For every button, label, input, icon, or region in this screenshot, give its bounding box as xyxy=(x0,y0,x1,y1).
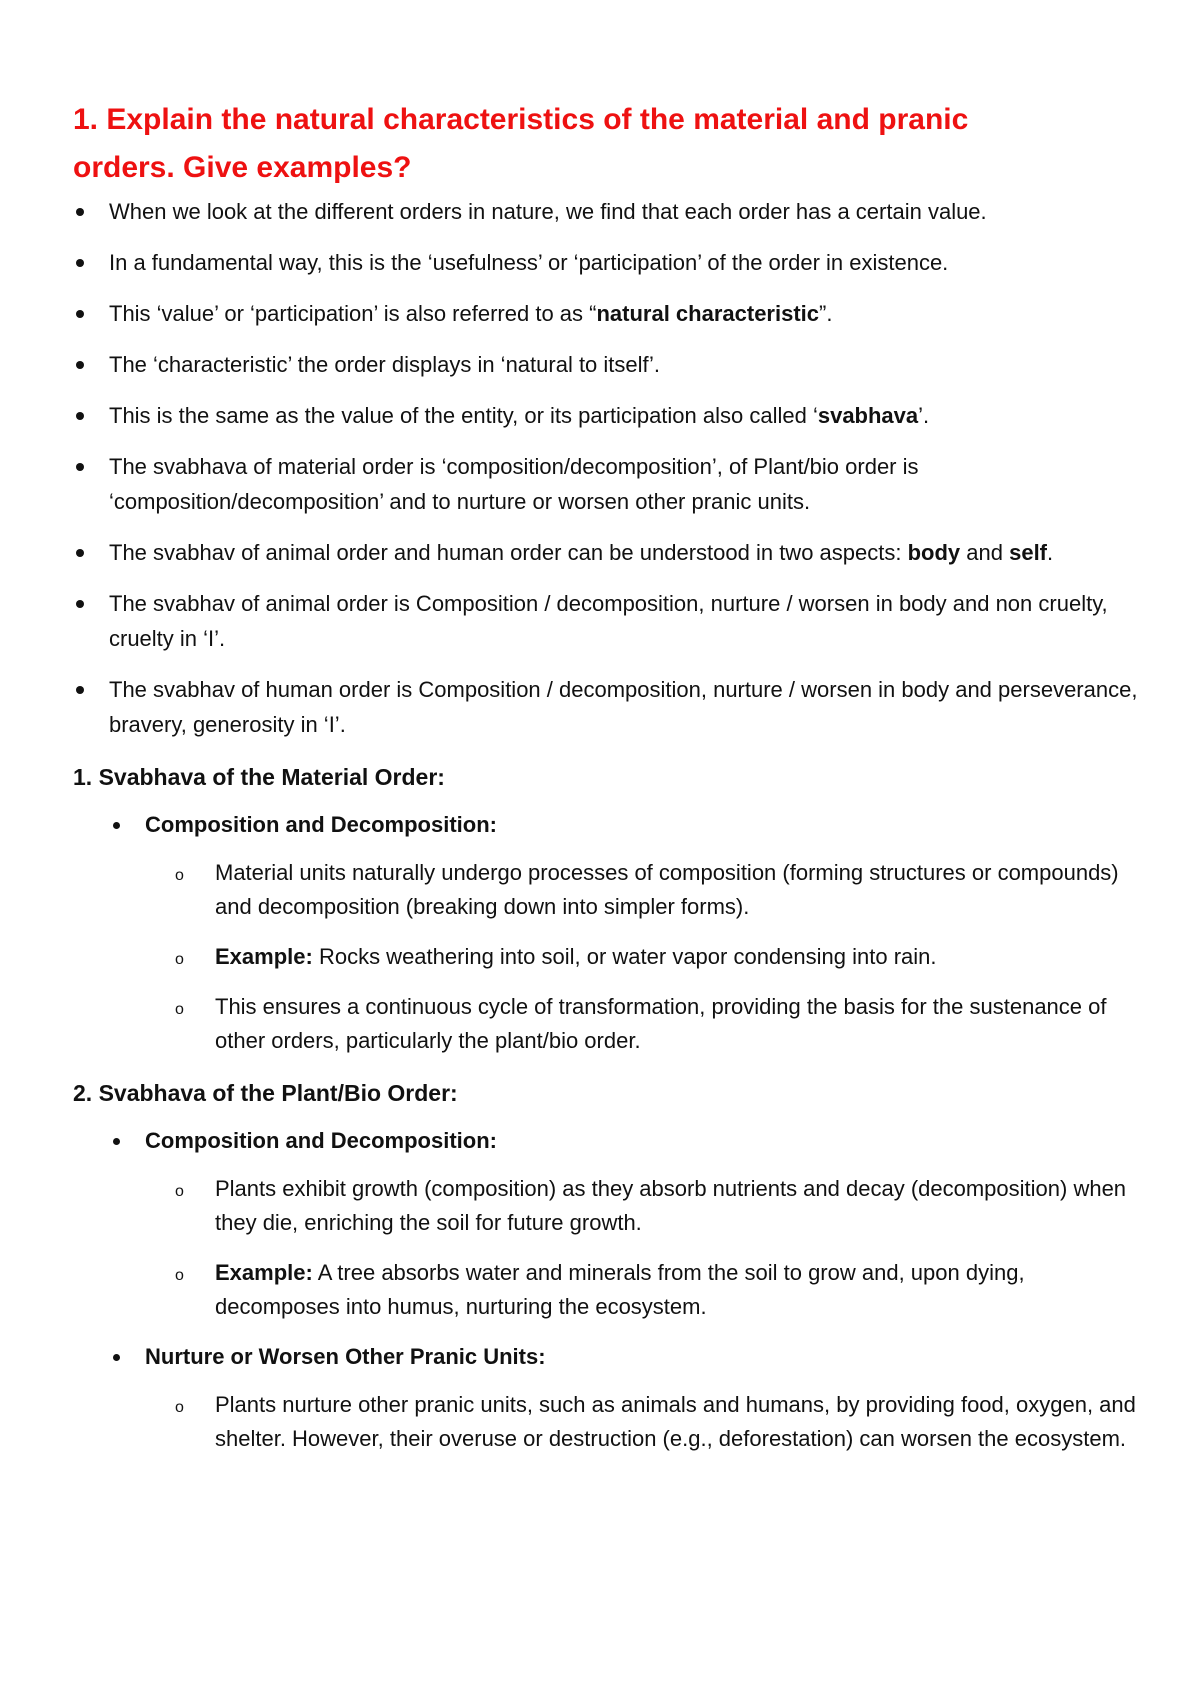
detail-item xyxy=(143,940,1138,974)
section-plant-bio-order xyxy=(73,1076,1138,1456)
detail-text: A tree absorbs water and minerals from the soil to grow and, upon dying, decomposes into humus, nurturing the ecosystem. xyxy=(215,1260,1025,1319)
circle-bullet-icon: o xyxy=(175,1001,184,1018)
bullet-icon xyxy=(113,1138,120,1145)
detail-list xyxy=(145,1388,1138,1456)
bold-term: body xyxy=(907,540,961,565)
bullet-text: The svabhav of human order is Composition / decomposition, nurture / worsen in body and perseverance, bravery, generosity in ‘I’. xyxy=(109,677,1138,737)
bullet-text: ”. xyxy=(819,301,833,326)
sub-item-title: Composition and Decomposition: xyxy=(145,1128,497,1153)
bullet-icon xyxy=(113,822,120,829)
section-heading: 2. Svabhava of the Plant/Bio Order: xyxy=(73,1080,458,1106)
sub-item-title: Nurture or Worsen Other Pranic Units: xyxy=(145,1344,546,1369)
intro-bullet-list xyxy=(73,194,1138,742)
bullet-text: The svabhav of animal order is Composition / decomposition, nurture / worsen in body and non cruelty, cruelty in ‘I’. xyxy=(109,591,1108,651)
sub-item xyxy=(73,1340,1138,1456)
section-heading: 1. Svabhava of the Material Order: xyxy=(73,764,445,790)
bullet-icon xyxy=(76,600,84,608)
sub-item-title: Composition and Decomposition: xyxy=(145,812,497,837)
section-material-order xyxy=(73,760,1138,1058)
bold-term: svabhava xyxy=(817,403,919,428)
bullet-text: . xyxy=(1047,540,1054,565)
bullet-text: The ‘characteristic’ the order displays in ‘natural to itself’. xyxy=(109,352,661,377)
question-line-1: 1. Explain the natural characteristics of the material and pranic xyxy=(73,103,969,136)
intro-bullet-item xyxy=(73,586,1138,656)
bold-term: natural characteristic xyxy=(596,301,820,326)
sub-item xyxy=(73,1124,1138,1324)
bullet-text: and xyxy=(960,540,1010,565)
sub-list xyxy=(73,808,1138,1058)
question-line-2: orders. Give examples? xyxy=(73,151,412,184)
document-content xyxy=(73,96,1138,1472)
detail-item xyxy=(143,1256,1138,1324)
bullet-icon xyxy=(76,463,84,471)
detail-text: Rocks weathering into soil, or water vapor condensing into rain. xyxy=(312,944,937,969)
detail-item xyxy=(143,990,1138,1058)
intro-bullet-item xyxy=(73,194,1138,229)
bullet-text: ’. xyxy=(918,403,930,428)
intro-bullet-item xyxy=(73,398,1138,433)
bullet-text: The svabhav of animal order and human order can be understood in two aspects: xyxy=(109,540,908,565)
bullet-icon xyxy=(76,259,84,267)
sub-list xyxy=(73,1124,1138,1456)
intro-bullet-item xyxy=(73,296,1138,331)
bullet-icon xyxy=(76,310,84,318)
detail-text: Material units naturally undergo processes of composition (forming structures or compounds) and decomposition (breaking down into simpler forms). xyxy=(215,860,1119,919)
detail-list xyxy=(145,856,1138,1058)
circle-bullet-icon: o xyxy=(175,951,184,968)
circle-bullet-icon: o xyxy=(175,1399,184,1416)
question-heading xyxy=(73,96,1138,192)
detail-text: Plants exhibit growth (composition) as they absorb nutrients and decay (decomposition) when they die, enriching the soil for future growth. xyxy=(215,1176,1127,1235)
bullet-text: The svabhava of material order is ‘composition/decomposition’, of Plant/bio order is ‘composition/decomposition’ and to nurture or worsen other pranic units. xyxy=(109,454,919,514)
bullet-text: This is the same as the value of the entity, or its participation also called ‘ xyxy=(109,403,818,428)
sub-item xyxy=(73,808,1138,1058)
intro-bullet-item xyxy=(73,672,1138,742)
intro-bullet-item xyxy=(73,347,1138,382)
bullet-text: In a fundamental way, this is the ‘usefulness’ or ‘participation’ of the order in existence. xyxy=(109,250,949,275)
intro-bullet-item xyxy=(73,449,1138,519)
bullet-icon xyxy=(76,208,84,216)
detail-text: Plants nurture other pranic units, such as animals and humans, by providing food, oxygen, and shelter. However, their overuse or destruction (e.g., deforestation) can worsen the ecosystem. xyxy=(215,1392,1136,1451)
detail-item xyxy=(143,856,1138,924)
intro-bullet-item xyxy=(73,535,1138,570)
bullet-icon xyxy=(76,549,84,557)
detail-text: This ensures a continuous cycle of transformation, providing the basis for the sustenance of other orders, particularly the plant/bio order. xyxy=(215,994,1107,1053)
bullet-icon xyxy=(76,412,84,420)
bullet-icon xyxy=(76,686,84,694)
bullet-text: When we look at the different orders in nature, we find that each order has a certain value. xyxy=(109,199,987,224)
bullet-icon xyxy=(76,361,84,369)
bullet-text: This ‘value’ or ‘participation’ is also referred to as “ xyxy=(109,301,597,326)
circle-bullet-icon: o xyxy=(175,867,184,884)
detail-item xyxy=(143,1172,1138,1240)
intro-bullet-item xyxy=(73,245,1138,280)
example-label: Example: xyxy=(215,944,313,969)
bullet-icon xyxy=(113,1354,120,1361)
circle-bullet-icon: o xyxy=(175,1183,184,1200)
bold-term: self xyxy=(1009,540,1048,565)
detail-list xyxy=(145,1172,1138,1324)
detail-item xyxy=(143,1388,1138,1456)
example-label: Example: xyxy=(215,1260,313,1285)
circle-bullet-icon: o xyxy=(175,1267,184,1284)
